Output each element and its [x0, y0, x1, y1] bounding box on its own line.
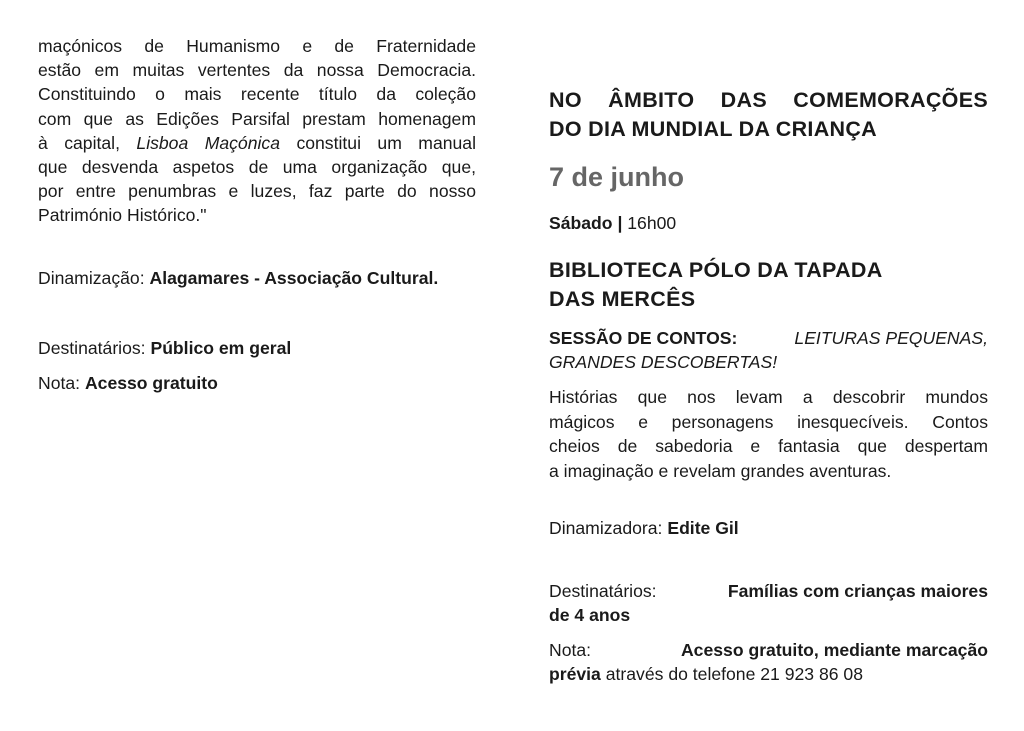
quote-line: maçónicos de Humanismo e de Fraternidade: [38, 36, 476, 56]
session-line: [549, 326, 988, 350]
nota-line: [549, 662, 988, 686]
quote-line: Constituindo o mais recente título da coleção: [38, 84, 476, 105]
nota-label: Nota:: [549, 640, 592, 660]
destinatarios-label: Destinatários:: [549, 581, 657, 601]
quote-text: constitui um manual: [280, 132, 476, 153]
nota-label: Nota:: [38, 373, 85, 393]
heading-line: [549, 86, 988, 115]
session-label: SESSÃO DE CONTOS:: [549, 328, 738, 348]
quote-line: estão em muitas vertentes da nossa Democracia.: [38, 60, 476, 81]
session-title: [549, 326, 988, 374]
dinamizadora-value: Edite Gil: [667, 518, 739, 538]
session-description: [549, 385, 988, 483]
event-time: 16h00: [627, 213, 677, 233]
destinatarios-row: [38, 336, 291, 360]
destinatarios-line: [549, 579, 988, 603]
heading-word: ÂMBITO: [608, 88, 695, 112]
event-time-row: [549, 211, 676, 235]
quote-line: por entre penumbras e luzes, faz parte do nosso: [38, 181, 476, 202]
venue-heading: [549, 256, 988, 314]
destinatarios-label: Destinatários:: [38, 338, 151, 358]
session-line: [549, 350, 988, 374]
destinatarios-line: [549, 603, 988, 627]
heading-word: DAS: [720, 88, 767, 112]
quote-text: à capital,: [38, 132, 137, 153]
destinatarios-row: [549, 579, 988, 627]
book-title: Lisboa Maçónica: [136, 132, 280, 153]
quote-line: com que as Edições Parsifal prestam homenagem: [38, 108, 476, 129]
session-name: LEITURAS PEQUENAS,: [794, 328, 988, 348]
dinamizacao-value: Alagamares - Associação Cultural.: [149, 268, 439, 288]
venue-line: BIBLIOTECA PÓLO DA TAPADA: [549, 258, 883, 282]
dinamizadora-label: Dinamizadora:: [549, 518, 668, 538]
destinatarios-value: Famílias com crianças maiores: [727, 581, 988, 601]
quote-line: [38, 131, 476, 155]
destinatarios-value: Público em geral: [150, 338, 292, 358]
description-line: a imaginação e revelam grandes aventuras.: [549, 460, 892, 481]
session-name: GRANDES DESCOBERTAS!: [549, 352, 778, 372]
dinamizacao-row: [38, 266, 438, 290]
nota-value: Acesso gratuito, mediante marcação: [680, 640, 988, 660]
event-heading: [549, 86, 988, 144]
nota-line: [549, 638, 988, 662]
description-line: Histórias que nos levam a descobrir mundos: [549, 387, 988, 407]
event-date: 7 de junho: [549, 162, 684, 192]
heading-word: COMEMORAÇÕES: [793, 88, 988, 112]
quote-line: Património Histórico.": [38, 205, 207, 226]
venue-line: DAS MERCÊS: [549, 287, 696, 311]
quote-line: que desvenda aspetos de uma organização que,: [38, 157, 476, 178]
separator: |: [617, 213, 623, 233]
quote-paragraph: [38, 34, 476, 228]
dinamizadora-row: [549, 516, 739, 540]
description-line: cheios de sabedoria e fantasia que despertam: [549, 436, 988, 456]
description-line: mágicos e personagens inesquecíveis. Contos: [549, 411, 988, 432]
dinamizacao-label: Dinamização:: [38, 268, 150, 288]
nota-value: Acesso gratuito: [84, 373, 218, 393]
heading-word: NO: [549, 88, 582, 112]
heading-line: DO DIA MUNDIAL DA CRIANÇA: [549, 117, 877, 141]
nota-phone-text: através do telefone 21 923 86 08: [600, 664, 863, 684]
nota-value: prévia: [549, 664, 601, 684]
event-day: Sábado: [549, 213, 613, 233]
nota-row: [38, 371, 218, 395]
destinatarios-value: de 4 anos: [549, 605, 631, 625]
nota-row: [549, 638, 988, 686]
